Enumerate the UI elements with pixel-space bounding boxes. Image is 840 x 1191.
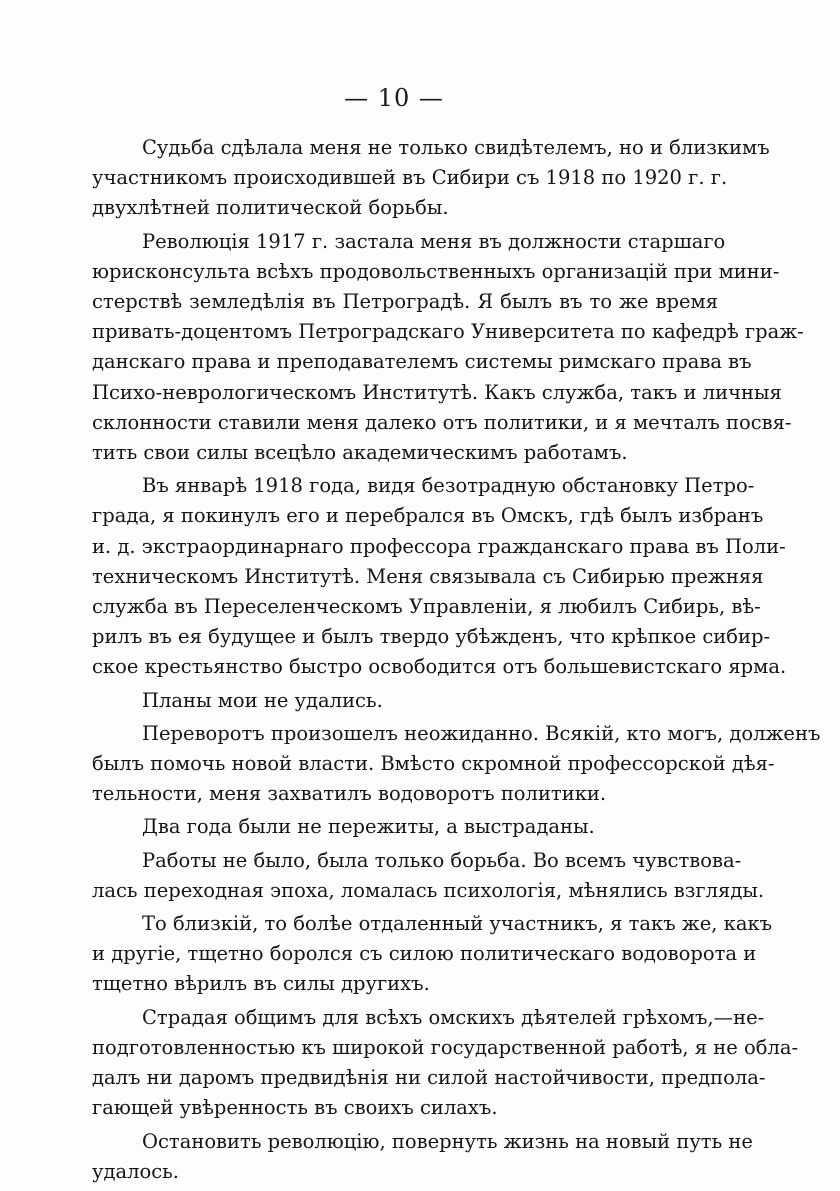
text-line: склонности ставили меня далеко отъ политики, и я мечталъ посвя- — [92, 410, 792, 434]
paragraph — [92, 812, 718, 842]
paragraph — [92, 846, 765, 906]
text-line: Судьба сдѣлала меня не только свидѣтелемъ, но и близкимъ — [142, 136, 770, 159]
text-line: техническомъ Институтѣ. Меня связывала съ Сибирью прежняя — [92, 564, 764, 588]
paragraph — [92, 133, 770, 224]
text-line: и другіе, тщетно боролся съ силою политическаго водоворота и — [92, 942, 757, 966]
text-line: рилъ въ ея будущее и былъ твердо убѣжденъ, что крѣпкое сибир- — [92, 625, 771, 649]
paragraph — [92, 719, 821, 810]
text-line: лась переходная эпоха, ломалась психологія, мѣнялись взгляды. — [92, 878, 765, 902]
text-line: гающей увѣренность въ своихъ силахъ. — [92, 1096, 498, 1120]
paragraph — [92, 686, 718, 716]
text-line: привать-доцентомъ Петроградскаго Университета по кафедрѣ граж- — [92, 320, 804, 344]
text-line: и. д. экстраординарнаго профессора гражданскаго права въ Поли- — [92, 534, 786, 558]
text-line: участникомъ происходившей въ Сибири съ 1918 по 1920 г. г. — [92, 166, 728, 190]
text-line: тить свои силы всецѣло академическимъ работамъ. — [92, 441, 628, 465]
body-text — [92, 133, 821, 1190]
text-line: Два года были не пережиты, а выстраданы. — [142, 815, 595, 839]
text-line: данскаго права и преподавателемъ системы римскаго права въ — [92, 350, 752, 374]
text-line: тельности, меня захватилъ водоворотъ политики. — [92, 782, 607, 806]
page-number: — 10 — — [344, 84, 444, 112]
text-line: Въ январѣ 1918 года, видя безотрадную обстановку Петро- — [142, 474, 755, 498]
text-line: подготовленностью къ широкой государственной работѣ, я не обла- — [92, 1035, 799, 1059]
text-line: юрисконсульта всѣхъ продовольственныхъ организацій при мини- — [92, 259, 780, 283]
text-line: далъ ни даромъ предвидѣнія ни силой настойчивости, предпола- — [92, 1066, 766, 1090]
paragraph — [92, 1127, 753, 1187]
text-line: Работы не было, была только борьба. Во всемъ чувствова- — [142, 848, 742, 872]
text-line: двухлѣтней политической борьбы. — [92, 196, 449, 220]
text-line: града, я покинулъ его и перебрался въ Омскъ, гдѣ былъ избранъ — [92, 504, 764, 528]
paragraph — [92, 1003, 799, 1124]
paragraph — [92, 909, 773, 1000]
text-line: служба въ Переселенческомъ Управленіи, я любилъ Сибирь, вѣ- — [92, 595, 761, 619]
text-line: удалось. — [92, 1159, 179, 1183]
text-line: То близкій, то болѣе отдаленный участникъ, я такъ же, какъ — [142, 912, 773, 936]
text-line: ское крестьянство быстро освободится отъ большевистскаго ярма. — [92, 655, 787, 679]
text-line: Психо-неврологическомъ Институтѣ. Какъ служба, такъ и личныя — [92, 380, 782, 404]
paragraph — [92, 227, 804, 469]
text-line: Переворотъ произошелъ неожиданно. Всякій, кто могъ, долженъ — [142, 721, 821, 745]
text-line: Страдая общимъ для всѣхъ омскихъ дѣятелей грѣхомъ,—не- — [142, 1005, 765, 1029]
text-line: тщетно вѣрилъ въ силы другихъ. — [92, 972, 430, 996]
text-line: Остановить революцію, повернуть жизнь на новый путь не — [142, 1129, 753, 1153]
paragraph — [92, 471, 787, 682]
text-line: стерствѣ земледѣлія въ Петроградѣ. Я былъ въ то же время — [92, 290, 718, 314]
text-line: Революція 1917 г. застала меня въ должности старшаго — [142, 229, 726, 253]
text-line: Планы мои не удались. — [142, 688, 383, 712]
text-line: былъ помочь новой власти. Вмѣсто скромной профессорской дѣя- — [92, 752, 775, 776]
